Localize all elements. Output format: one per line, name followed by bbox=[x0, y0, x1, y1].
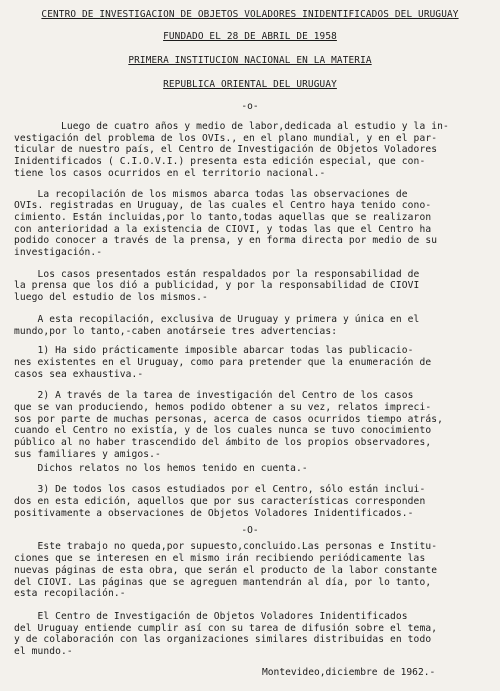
section-separator-middle: -O- bbox=[241, 525, 259, 537]
signature-place-date: Montevideo,diciembre de 1962.- bbox=[262, 666, 436, 678]
section-separator-top: -o- bbox=[241, 101, 259, 112]
paragraph-closing: El Centro de Investigación de Objetos Voladores Inidentificados del Uruguay entiende cumplir así con su tarea de difusión sobre el tema, y de colaboración con las organizaciones similares distribuidas en todo el mundo.- bbox=[14, 610, 438, 658]
header-founded-date: FUNDADO EL 28 DE ABRIL DE 1958 bbox=[163, 31, 337, 42]
paragraph-warning-2: 2) A través de la tarea de investigación del Centro de los casos que se van produciendo, hemos podido obtener a su vez, relatos impreci- sos por parte de muchas personas, acerca de casos ocurridos tiempo atrás, cuando el Centro no existía, y de los cuales nunca se tuvo conocimiento público al no haber trascendido del ámbito de los propios observadores, sus familiares y amigos.- bbox=[14, 390, 443, 460]
header-first-institution: PRIMERA INSTITUCION NACIONAL EN LA MATERIA bbox=[128, 55, 372, 66]
paragraph-warning-3: 3) De todos los casos estudiados por el Centro, sólo están inclui- dos en esta edición, aquellos que por sus características corresponden positivamente a observaciones de Objetos Voladores Inidentificados.- bbox=[14, 484, 426, 519]
paragraph-introduction: Luego de cuatro años y medio de labor,dedicada al estudio y la in- vestigación del problema de los OVIs., en el plano mundial, y en el par- ticular de nuestro país, el Centro de Investigación de Objetos Voladores Inidentificados ( C.I.O.V.I.) presenta esta edición especial, que con- tiene los casos ocurridos en el territorio nacional.- bbox=[14, 121, 449, 179]
paragraph-compilation: La recopilación de los mismos abarca todas las observaciones de OVIs. registradas en Uruguay, de las cuales el Centro haya tenido cono- cimiento. Están incluidas,por lo tanto,todas aquellas que se realizaron con anterioridad a la existencia de CIOVI, y todas las que el Centro ha podido conocer a través de la prensa, y en forma directa por medio de su investigación.- bbox=[14, 188, 438, 259]
paragraph-ongoing-work: Este trabajo no queda,por supuesto,concluido.Las personas e Institu- ciones que se interesen en el mismo irán recibiendo periódicamente las nuevas páginas de esta obra, que serán el producto de la labor constante del CIOVI. Las páginas que se agreguen mantendrán al día, por lo tanto, esta recopilación.- bbox=[14, 541, 438, 600]
paragraph-warning-2-note: Dichos relatos no los hemos tenido en cuenta.- bbox=[14, 462, 308, 474]
header-organization-name: CENTRO DE INVESTIGACION DE OBJETOS VOLADORES INIDENTIFICADOS DEL URUGUAY bbox=[41, 9, 459, 20]
paragraph-warnings-intro: A esta recopilación, exclusiva de Uruguay y primera y única en el mundo,por lo tanto,-caben anotárseie tres advertencias: bbox=[14, 313, 420, 337]
header-country: REPUBLICA ORIENTAL DEL URUGUAY bbox=[163, 79, 337, 90]
paragraph-responsibility: Los casos presentados están respaldados por la responsabilidad de la prensa que los dió a publicidad, y por la responsabilidad de CIOVI luego del estudio de los mismos.- bbox=[14, 268, 420, 304]
paragraph-warning-1: 1) Ha sido prácticamente imposible abarcar todas las publicacio- nes existentes en el Uruguay, como para pretender que la enumeración de casos sea exhaustiva.- bbox=[14, 345, 432, 380]
